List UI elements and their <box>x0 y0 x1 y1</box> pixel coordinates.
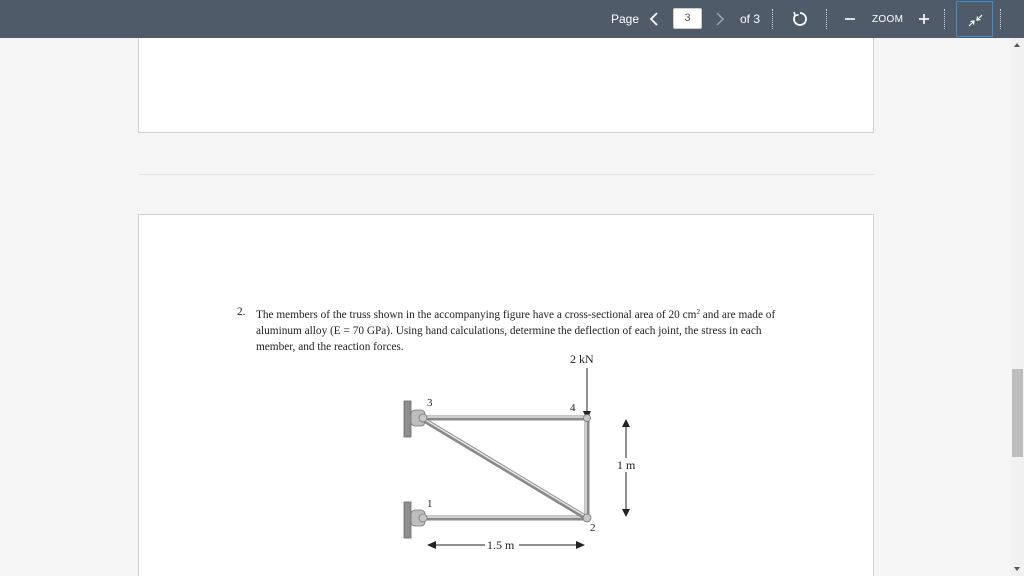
load-label: 2 kN <box>570 352 594 366</box>
current-page <box>138 214 874 576</box>
toolbar-divider <box>944 9 945 29</box>
width-arrow-right <box>576 541 585 549</box>
toolbar-divider <box>1000 9 1001 29</box>
toolbar-divider <box>772 9 773 29</box>
collapse-arrows-icon <box>957 2 994 38</box>
joint-3 <box>419 414 427 422</box>
joint-4 <box>584 415 591 422</box>
height-label: 1 m <box>617 458 636 472</box>
height-arrow-top <box>622 419 630 427</box>
minus-icon <box>842 9 858 29</box>
width-label: 1.5 m <box>487 538 515 552</box>
vertical-scrollbar[interactable] <box>1011 38 1024 576</box>
toolbar-divider <box>826 9 827 29</box>
zoom-out-button[interactable] <box>842 9 858 29</box>
pdf-toolbar <box>0 0 1024 38</box>
document-viewer[interactable] <box>0 38 1024 576</box>
page-separator <box>138 174 874 175</box>
previous-page <box>138 38 874 133</box>
support-top <box>404 401 411 437</box>
truss-figure <box>394 347 814 576</box>
page-count-label: of 3 <box>740 12 761 26</box>
node-label-2: 2 <box>590 522 596 534</box>
node-label-4: 4 <box>570 402 576 414</box>
page-label: Page <box>611 12 640 26</box>
chevron-left-icon <box>648 9 660 29</box>
problem-text: The members of the truss shown in the accompanying figure have a cross-sectional area of 20 $cm^2$ and are made of aluminum alloy (E = 70 GPa). Using hand calculations, determine the deflection of each joint, the stress in each member, and the reaction forces. <box>256 308 776 353</box>
node-label-1: 1 <box>427 498 433 510</box>
rotate-button[interactable] <box>790 9 810 29</box>
joint-2 <box>583 514 591 522</box>
scroll-up-arrow-icon[interactable] <box>1013 41 1021 49</box>
scroll-down-arrow-icon[interactable] <box>1013 565 1021 573</box>
rotate-icon <box>790 9 810 29</box>
member-3-2 <box>424 420 585 517</box>
joint-1 <box>419 514 427 522</box>
chevron-right-icon <box>714 9 726 29</box>
height-arrow-bottom <box>622 509 630 517</box>
scrollbar-thumb[interactable] <box>1012 369 1023 457</box>
width-arrow-left <box>427 541 436 549</box>
plus-icon <box>916 9 932 29</box>
problem-number: 2. <box>237 306 246 318</box>
fit-page-button[interactable] <box>956 1 993 37</box>
zoom-label: ZOOM <box>872 14 904 25</box>
next-page-button[interactable] <box>714 9 726 29</box>
zoom-in-button[interactable] <box>916 9 932 29</box>
support-bottom <box>404 502 411 538</box>
prev-page-button[interactable] <box>648 9 660 29</box>
member-3-2-highlight <box>424 419 585 516</box>
page-number-input[interactable]: 3 <box>673 8 702 29</box>
node-label-3: 3 <box>427 397 433 409</box>
